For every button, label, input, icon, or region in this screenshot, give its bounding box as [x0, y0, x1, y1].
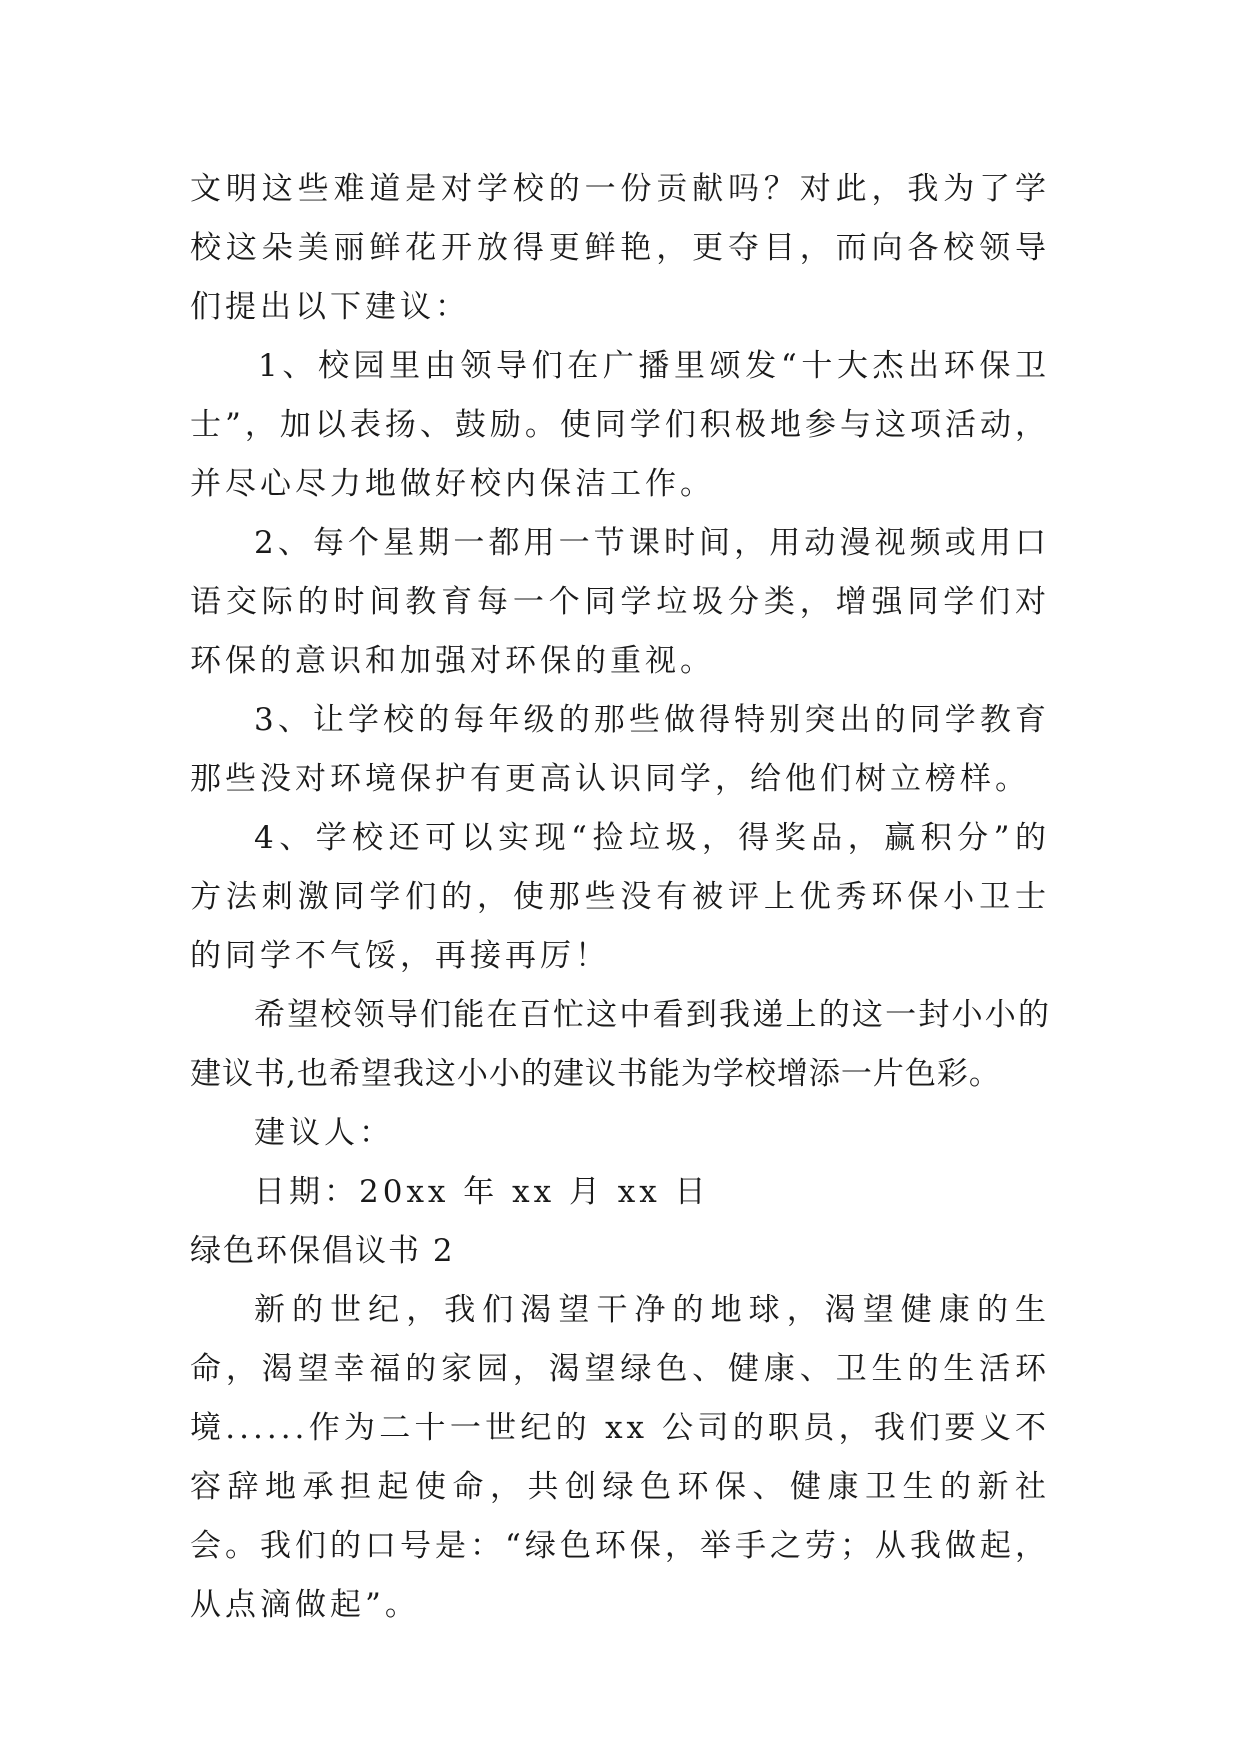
- paragraph-suggestion-3: 3、让学校的每年级的那些做得特别突出的同学教育那些没对环境保护有更高认识同学，给他们树立榜样。: [190, 702, 1050, 797]
- paragraph-intro-continuation: 文明这些难道是对学校的一份贡献吗？对此，我为了学校这朵美丽鲜花开放得更鲜艳，更夺目，而向各校领导们提出以下建议：: [190, 171, 1050, 325]
- paragraph-suggestion-1: 1、校园里由领导们在广播里颂发“十大杰出环保卫士”，加以表扬、鼓励。使同学们积极地参与这项活动，并尽心尽力地做好校内保洁工作。: [190, 348, 1050, 502]
- signature-date: 日期：20xx 年 xx 月 xx 日: [254, 1174, 710, 1210]
- signature-proposer: 建议人：: [254, 1115, 394, 1151]
- paragraph-suggestion-4: 4、学校还可以实现“捡垃圾，得奖品，赢积分”的方法刺激同学们的，使那些没有被评上优秀环保小卫士的同学不气馁，再接再厉！: [190, 820, 1050, 974]
- document-body: [190, 160, 1050, 1635]
- paragraph-suggestion-2: 2、每个星期一都用一节课时间，用动漫视频或用口语交际的时间教育每一个同学垃圾分类，增强同学们对环保的意识和加强对环保的重视。: [190, 525, 1050, 679]
- paragraph-proposal-2-body: 新的世纪，我们渴望干净的地球，渴望健康的生命，渴望幸福的家园，渴望绿色、健康、卫生的生活环境......作为二十一世纪的 xx 公司的职员，我们要义不容辞地承担起使命，共创绿色环保、健康卫生的新社会。我们的口号是：“绿色环保，举手之劳；从我做起，从点滴做起”。: [190, 1292, 1050, 1623]
- section-title: 绿色环保倡议书 2: [190, 1233, 455, 1269]
- paragraph-closing-wish: 希望校领导们能在百忙这中看到我递上的这一封小小的建议书,也希望我这小小的建议书能为学校增添一片色彩。: [190, 997, 1050, 1092]
